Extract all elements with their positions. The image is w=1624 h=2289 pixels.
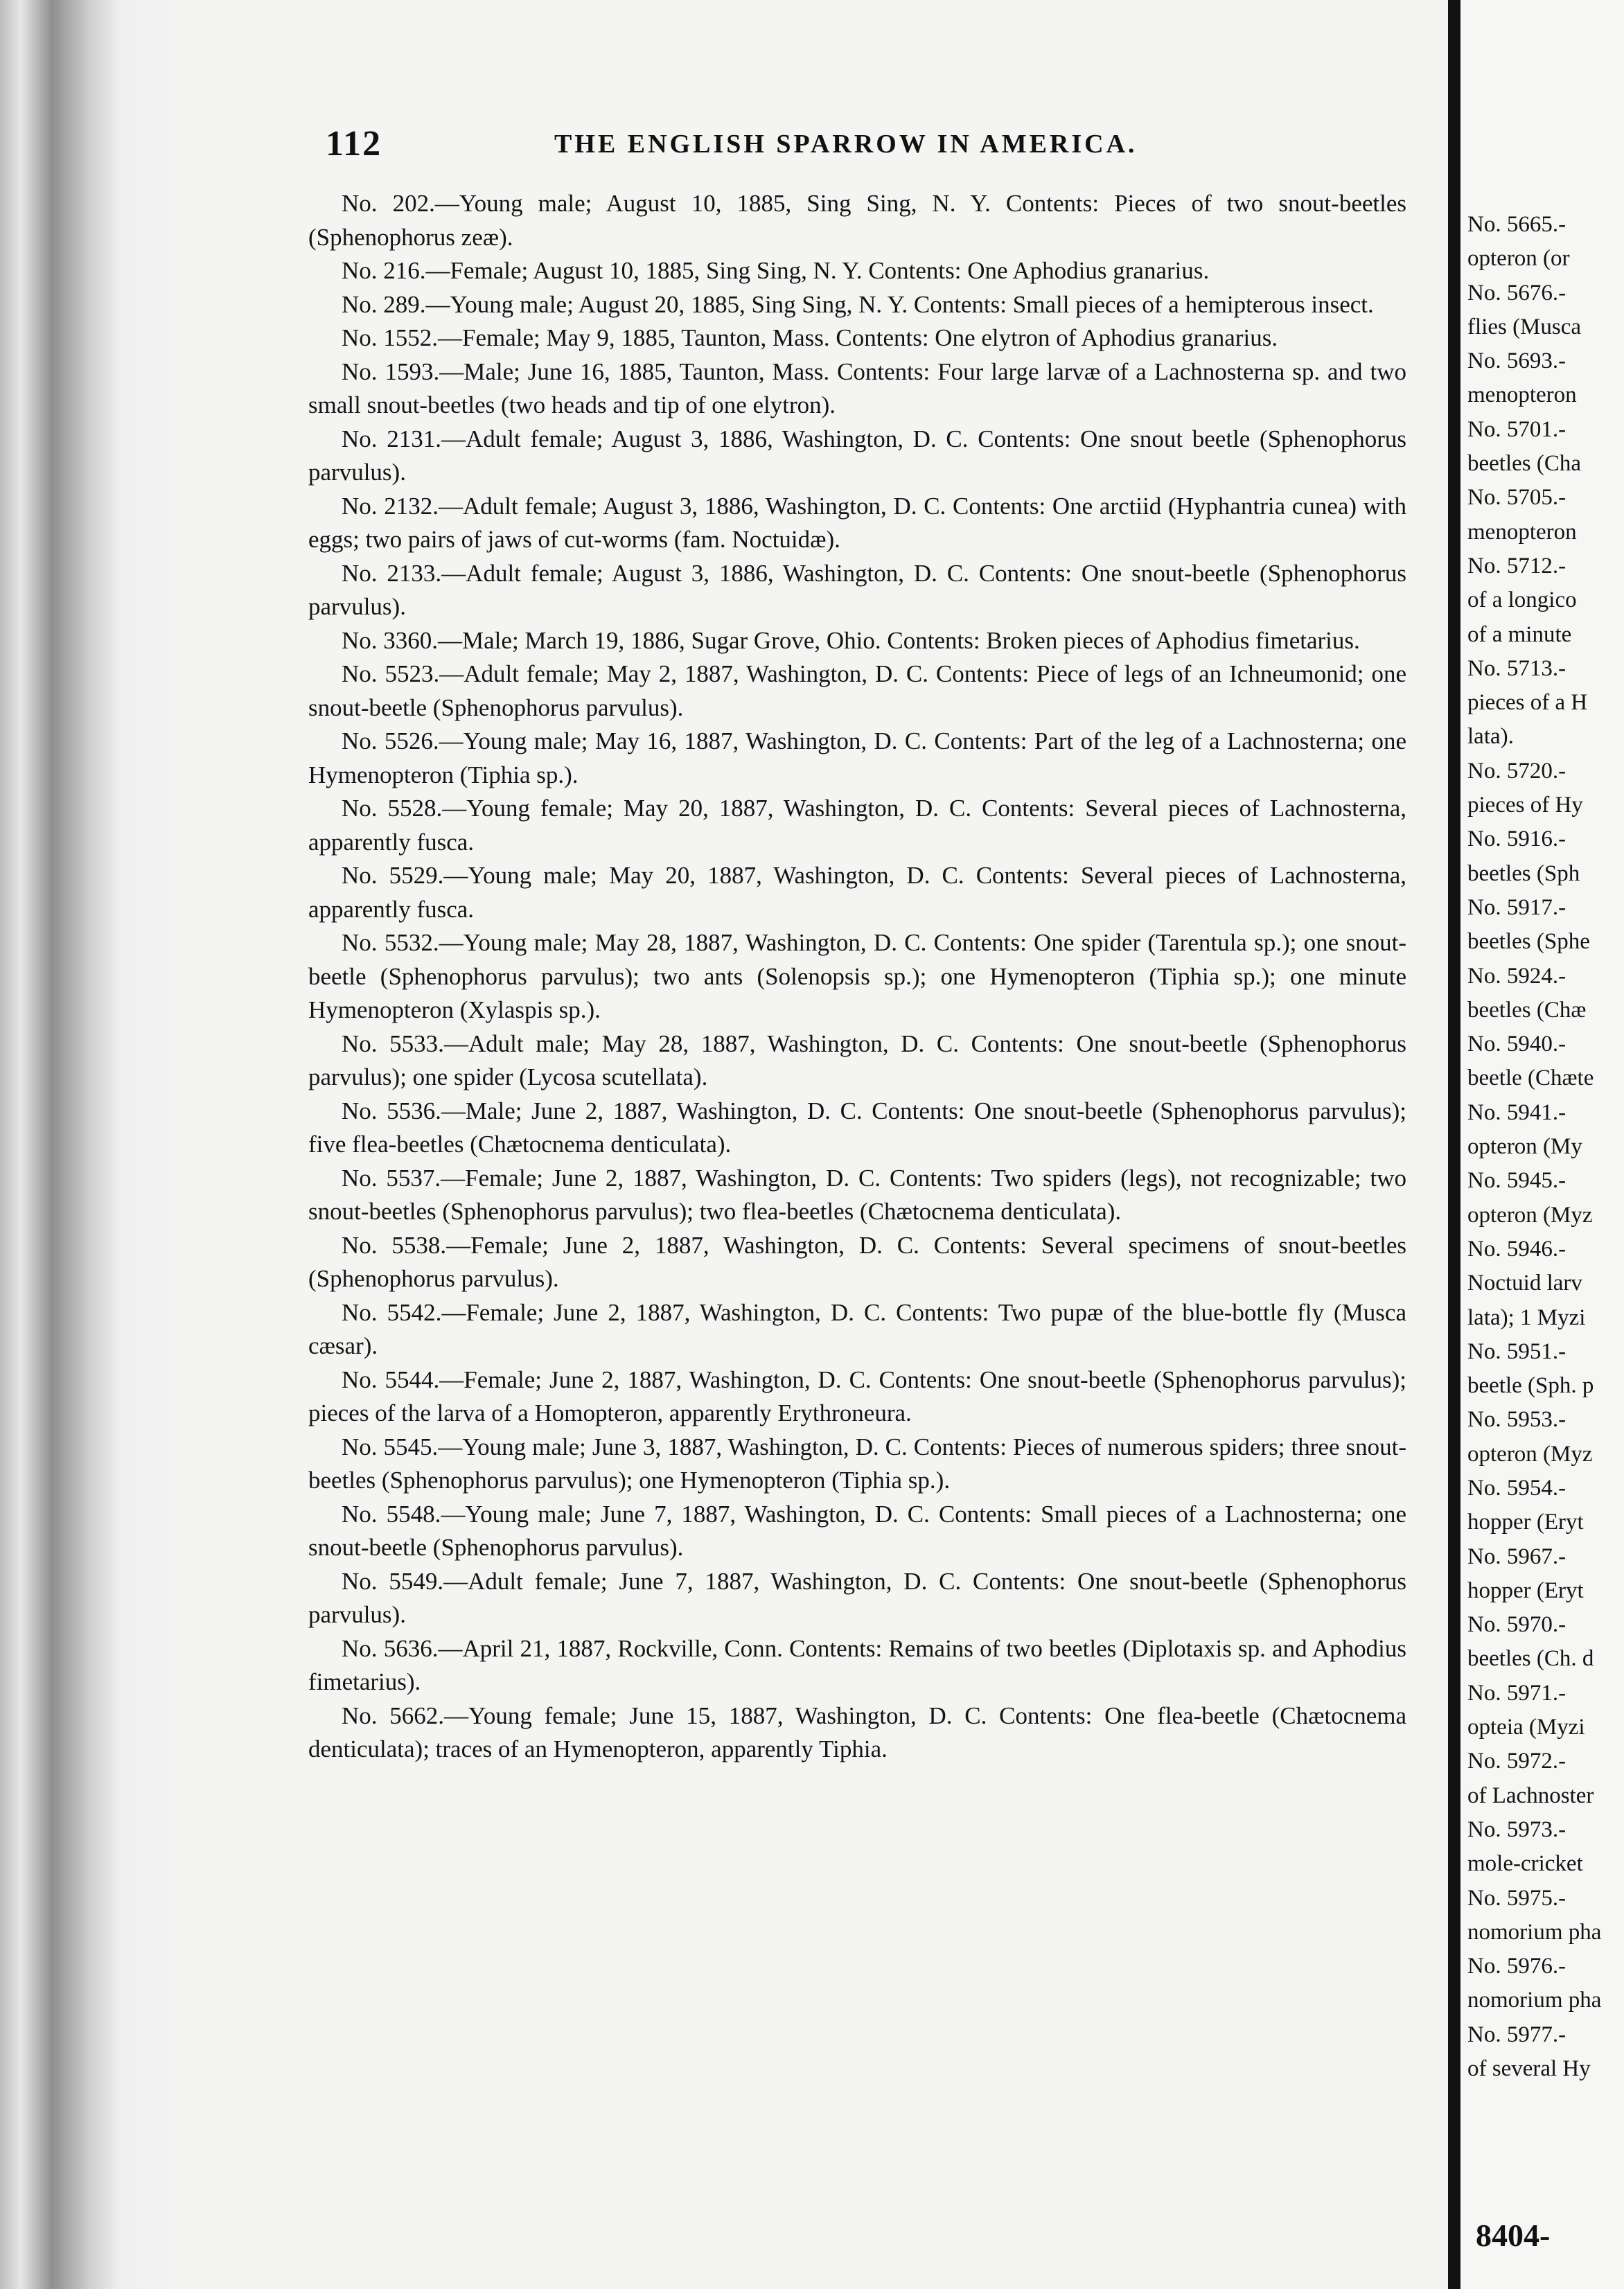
- entry-2132: No. 2132.—Adult female; August 3, 1886, Washington, D. C. Contents: One arctiid (Hyphantria cunea) with eggs; two pairs of jaws of cut-worms (fam. Noctuidæ).: [308, 492, 1406, 553]
- facing-page-line: No. 5917.-: [1467, 894, 1566, 920]
- facing-page-line: pieces of a H: [1467, 690, 1588, 716]
- facing-page-line: of several Hy: [1467, 2056, 1591, 2082]
- entry-5542: No. 5542.—Female; June 2, 1887, Washington, D. C. Contents: Two pupæ of the blue-bottle fly (Musca cæsar).: [308, 1298, 1406, 1359]
- entry-5549: No. 5549.—Adult female; June 7, 1887, Washington, D. C. Contents: One snout-beetle (Sphenophorus parvulus).: [308, 1567, 1406, 1628]
- facing-page-line: of Lachnoster: [1467, 1783, 1594, 1808]
- facing-page-line: No. 5975.-: [1467, 1885, 1566, 1911]
- entry-5523: No. 5523.—Adult female; May 2, 1887, Washington, D. C. Contents: Piece of legs of an Ichneumonid; one snout-beetle (Sphenophorus parvulus).: [308, 660, 1406, 721]
- facing-page-line: nomorium pha: [1467, 1988, 1602, 2013]
- facing-page-line: No. 5967.-: [1467, 1544, 1566, 1569]
- entry-1593: No. 1593.—Male; June 16, 1885, Taunton, Mass. Contents: Four large larvæ of a Lachnosterna sp. and two small snout-beetles (two heads and tip of one elytron).: [308, 357, 1406, 418]
- facing-page-line: No. 5940.-: [1467, 1032, 1566, 1057]
- running-title: THE ENGLISH SPARROW IN AMERICA.: [554, 130, 1138, 159]
- entry-5536: No. 5536.—Male; June 2, 1887, Washington, D. C. Contents: One snout-beetle (Sphenophorus parvulus); five flea-beetles (Chætocnema denticulata).: [308, 1097, 1406, 1158]
- facing-page-line: No. 5970.-: [1467, 1612, 1566, 1638]
- facing-page-line: opteron (My: [1467, 1134, 1582, 1160]
- facing-page-line: lata).: [1467, 724, 1514, 750]
- entry-5526: No. 5526.—Young male; May 16, 1887, Washington, D. C. Contents: Part of the leg of a Lachnosterna; one Hymenopteron (Tiphia sp.).: [308, 727, 1406, 788]
- facing-page-line: No. 5976.-: [1467, 1954, 1566, 1979]
- signature-mark: 8404-: [1476, 2218, 1551, 2253]
- facing-page-line: beetle (Chæte: [1467, 1066, 1594, 1091]
- facing-page-line: No. 5972.-: [1467, 1749, 1566, 1774]
- facing-page-line: beetles (Chæ: [1467, 997, 1587, 1023]
- facing-page-line: nomorium pha: [1467, 1919, 1602, 1945]
- facing-page-line: No. 5665.-: [1467, 212, 1566, 237]
- entry-5533: No. 5533.—Adult male; May 28, 1887, Washington, D. C. Contents: One snout-beetle (Sphenophorus parvulus); one spider (Lycosa scutellata).: [308, 1029, 1406, 1090]
- facing-page-line: No. 5712.-: [1467, 553, 1566, 578]
- entry-5538: No. 5538.—Female; June 2, 1887, Washington, D. C. Contents: Several specimens of snout-beetles (Sphenophorus parvulus).: [308, 1231, 1406, 1292]
- entry-202: No. 202.—Young male; August 10, 1885, Sing Sing, N. Y. Contents: Pieces of two snout-beetles (Sphenophorus zeæ).: [308, 190, 1406, 251]
- facing-page-line: No. 5973.-: [1467, 1817, 1566, 1842]
- facing-page-line: No. 5705.-: [1467, 485, 1566, 511]
- facing-page-line: flies (Musca: [1467, 314, 1582, 339]
- facing-page-line: of a minute: [1467, 621, 1572, 647]
- facing-page-line: No. 5951.-: [1467, 1338, 1566, 1364]
- facing-page-line: beetles (Sph: [1467, 860, 1580, 886]
- facing-page-line: hopper (Eryt: [1467, 1510, 1584, 1535]
- facing-page-line: beetles (Sphe: [1467, 929, 1590, 955]
- entry-1552: No. 1552.—Female; May 9, 1885, Taunton, Mass. Contents: One elytron of Aphodius granarius.: [342, 324, 1278, 351]
- facing-page-line: No. 5945.-: [1467, 1168, 1566, 1194]
- facing-page-line: No. 5713.-: [1467, 655, 1566, 681]
- facing-page-line: beetles (Ch. d: [1467, 1646, 1594, 1672]
- facing-page-line: No. 5720.-: [1467, 758, 1566, 784]
- page-gutter: [1448, 0, 1460, 2289]
- entry-5544: No. 5544.—Female; June 2, 1887, Washington, D. C. Contents: One snout-beetle (Sphenophorus parvulus); pieces of the larva of a Homopteron, apparently Erythroneura.: [308, 1366, 1406, 1426]
- entry-216: No. 216.—Female; August 10, 1885, Sing Sing, N. Y. Contents: One Aphodius granarius.: [342, 257, 1210, 284]
- entry-5662: No. 5662.—Young female; June 15, 1887, Washington, D. C. Contents: One flea-beetle (Chætocnema denticulata); traces of an Hymenopteron, apparently Tiphia.: [308, 1702, 1406, 1762]
- entry-5528: No. 5528.—Young female; May 20, 1887, Washington, D. C. Contents: Several pieces of Lachnosterna, apparently fusca.: [308, 795, 1406, 856]
- entry-3360: No. 3360.—Male; March 19, 1886, Sugar Grove, Ohio. Contents: Broken pieces of Aphodius fimetarius.: [342, 626, 1360, 654]
- entry-5537: No. 5537.—Female; June 2, 1887, Washington, D. C. Contents: Two spiders (legs), not recognizable; two snout-beetles (Sphenophorus parvulus); two flea-beetles (Chætocnema denticulata).: [308, 1164, 1406, 1225]
- entry-5545: No. 5545.—Young male; June 3, 1887, Washington, D. C. Contents: Pieces of numerous spiders; three snout-beetles (Sphenophorus parvulus); one Hymenopteron (Tiphia sp.).: [308, 1433, 1406, 1494]
- facing-page-line: opteron (Myz: [1467, 1441, 1593, 1467]
- facing-page-line: No. 5971.-: [1467, 1680, 1566, 1706]
- facing-page-line: No. 5916.-: [1467, 827, 1566, 852]
- facing-page-line: No. 5946.-: [1467, 1236, 1566, 1262]
- facing-page-text: [1467, 208, 1624, 2086]
- facing-page-line: No. 5924.-: [1467, 963, 1566, 989]
- facing-page-line: mole-cricket: [1467, 1851, 1583, 1877]
- binding-shadow: [0, 0, 173, 2289]
- facing-page-line: pieces of Hy: [1467, 793, 1583, 818]
- entry-5529: No. 5529.—Young male; May 20, 1887, Washington, D. C. Contents: Several pieces of Lachnosterna, apparently fusca.: [308, 862, 1406, 923]
- facing-page-line: Noctuid larv: [1467, 1271, 1582, 1296]
- facing-page-line: No. 5953.-: [1467, 1407, 1566, 1433]
- facing-page-line: opteron (or: [1467, 246, 1570, 272]
- facing-page-line: opteia (Myzi: [1467, 1715, 1585, 1740]
- specimen-entries: [308, 187, 1406, 1767]
- entry-289: No. 289.—Young male; August 20, 1885, Sing Sing, N. Y. Contents: Small pieces of a hemipterous insect.: [342, 290, 1374, 318]
- facing-page-line: No. 5954.-: [1467, 1475, 1566, 1501]
- facing-page-line: No. 5693.-: [1467, 348, 1566, 374]
- entry-5548: No. 5548.—Young male; June 7, 1887, Washington, D. C. Contents: Small pieces of a Lachnosterna; one snout-beetle (Sphenophorus parvulus).: [308, 1500, 1406, 1561]
- facing-page-line: hopper (Eryt: [1467, 1577, 1584, 1603]
- facing-page-line: No. 5941.-: [1467, 1099, 1566, 1125]
- facing-page-line: menopteron: [1467, 382, 1577, 408]
- facing-page-line: beetles (Cha: [1467, 451, 1582, 477]
- facing-page-line: opteron (Myz: [1467, 1202, 1593, 1228]
- facing-page-line: No. 5701.-: [1467, 416, 1566, 442]
- facing-page-line: of a longico: [1467, 587, 1577, 613]
- page-number: 112: [326, 124, 382, 164]
- entry-2133: No. 2133.—Adult female; August 3, 1886, Washington, D. C. Contents: One snout-beetle (Sphenophorus parvulus).: [308, 559, 1406, 620]
- facing-page-line: No. 5977.-: [1467, 2022, 1566, 2047]
- page-header: [326, 123, 1420, 172]
- facing-page-line: lata); 1 Myzi: [1467, 1305, 1586, 1330]
- entry-2131: No. 2131.—Adult female; August 3, 1886, Washington, D. C. Contents: One snout beetle (Sphenophorus parvulus).: [308, 425, 1406, 486]
- facing-page-line: No. 5676.-: [1467, 280, 1566, 306]
- facing-page-line: beetle (Sph. p: [1467, 1373, 1594, 1399]
- facing-page-line: menopteron: [1467, 519, 1577, 545]
- entry-5532: No. 5532.—Young male; May 28, 1887, Washington, D. C. Contents: One spider (Tarentula sp.); one snout-beetle (Sphenophorus parvulus); two ants (Solenopsis sp.); one Hymenopteron (Tiphia sp.); one minute Hymenopteron (Xylaspis sp.).: [308, 929, 1406, 1023]
- entry-5636: No. 5636.—April 21, 1887, Rockville, Conn. Contents: Remains of two beetles (Diplotaxis sp. and Aphodius fimetarius).: [308, 1634, 1406, 1695]
